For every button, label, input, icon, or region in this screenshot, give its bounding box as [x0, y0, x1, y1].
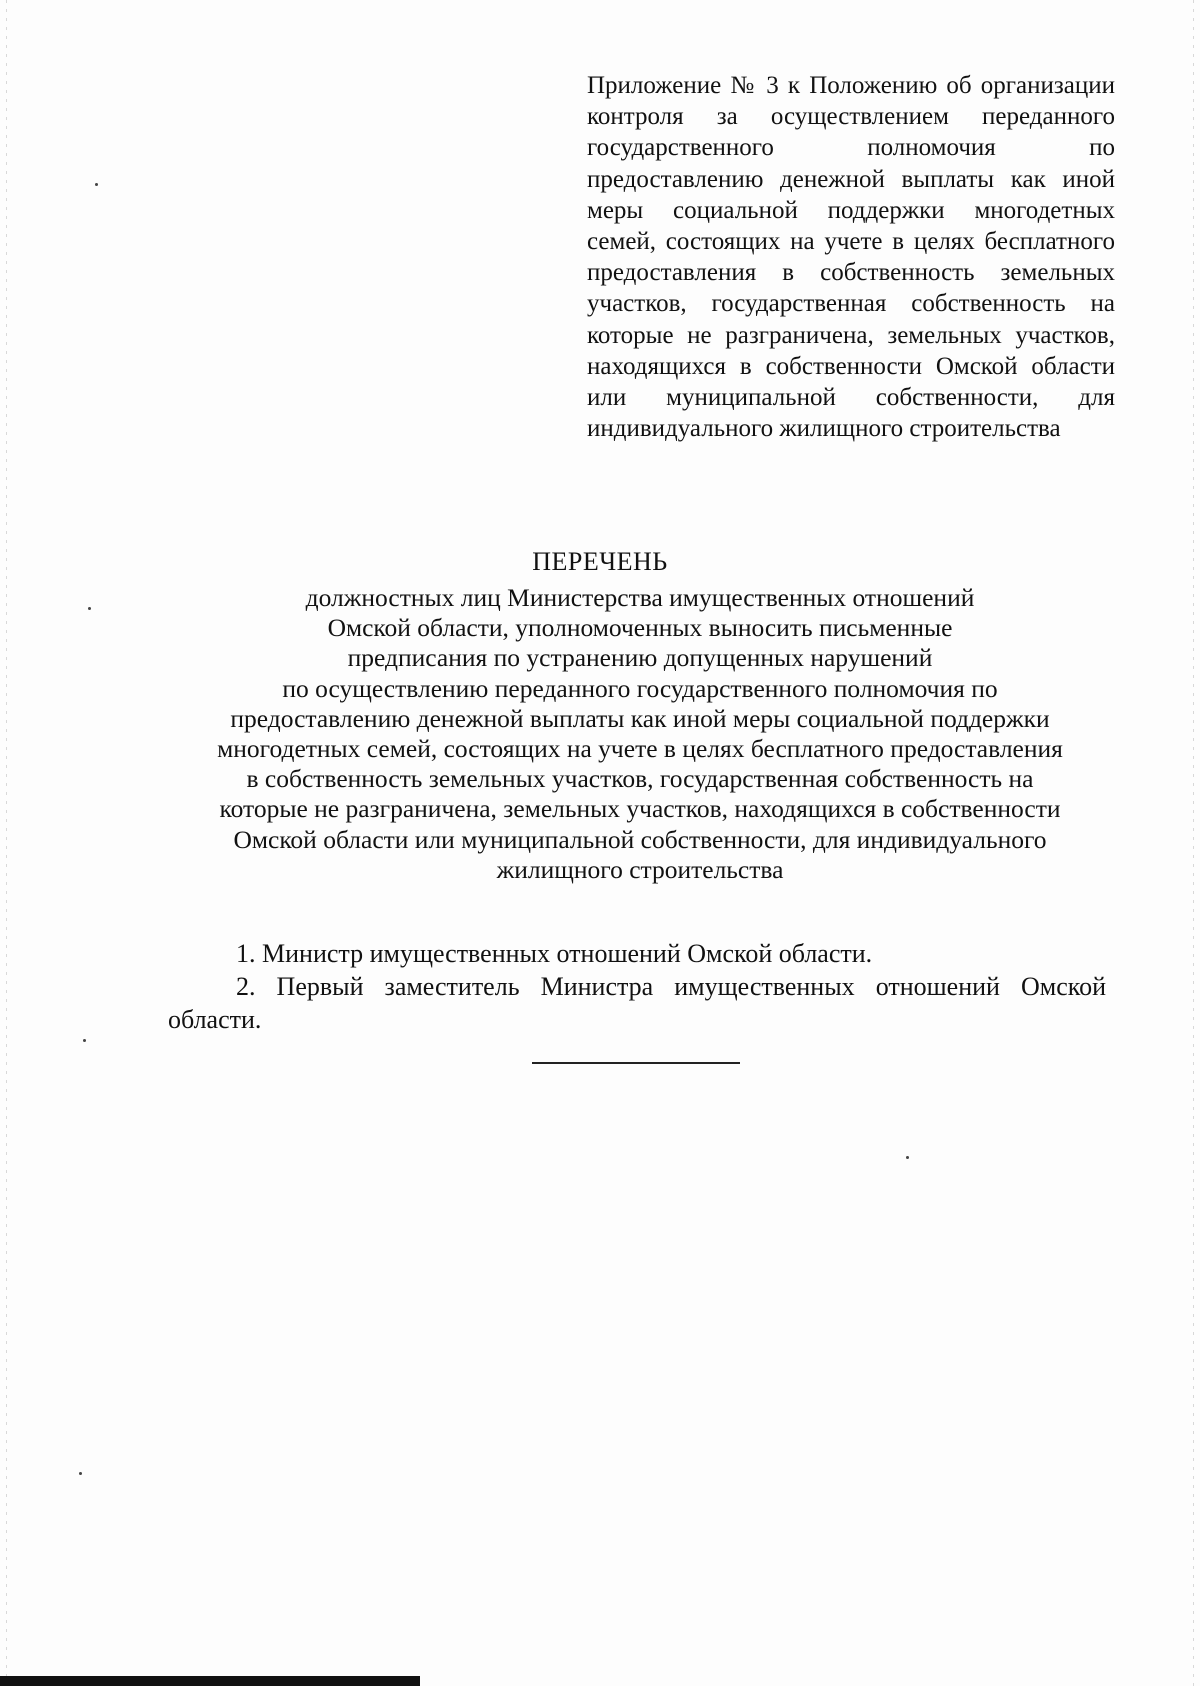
- subtitle-line: должностных лиц Министерства имущественных отношений: [305, 583, 975, 612]
- scan-bottom-bar: [0, 1676, 420, 1686]
- subtitle-line: по осуществлению переданного государственного полномочия по: [282, 673, 998, 703]
- subtitle-line: которые не разграничена, земельных участков, находящихся в собственности: [219, 794, 1061, 824]
- list-item: 2. Первый заместитель Министра имущественных отношений Омской области.: [168, 972, 1106, 1034]
- subtitle-line: многодетных семей, состоящих на учете в целях бесплатного предоставления: [217, 734, 1063, 764]
- scan-edge-right: [1193, 0, 1194, 1686]
- scan-speck: [906, 1156, 909, 1159]
- end-divider: [532, 1062, 740, 1064]
- scan-speck: [88, 607, 91, 610]
- subtitle-line: жилищного строительства: [496, 854, 784, 884]
- officials-list: [168, 937, 1106, 1036]
- list-item: 1. Министр имущественных отношений Омской области.: [236, 939, 873, 968]
- scan-speck: [83, 1039, 86, 1042]
- annex-reference: Приложение № 3 к Положению об организации контроля за осуществлением переданного государственного полномочия по предоставлению денежной выплаты как иной меры социальной поддержки многодетных семей, состоящих на учете в целях бесплатного предоставления в собственность земельных участков, государственная собственность на которые не разграничена, земельных участков, находящихся в собственности Омской области или муниципальной собственности, для индивидуального жилищного строительства: [587, 72, 1115, 443]
- scan-speck: [79, 1472, 82, 1475]
- subtitle-line: в собственность земельных участков, государственная собственность на: [246, 764, 1034, 794]
- subtitle-line: Омской области или муниципальной собственности, для индивидуального: [233, 824, 1047, 854]
- scan-speck: [95, 183, 98, 186]
- subtitle-line: предписания по устранению допущенных нарушений: [347, 643, 933, 673]
- document-title: ПЕРЕЧЕНЬ: [532, 547, 668, 576]
- scan-edge-left: [6, 0, 7, 1686]
- subtitle-line: Омской области, уполномоченных выносить письменные: [327, 613, 953, 643]
- document-subtitle: [150, 583, 1130, 885]
- subtitle-line: предоставлению денежной выплаты как иной меры социальной поддержки: [230, 703, 1050, 733]
